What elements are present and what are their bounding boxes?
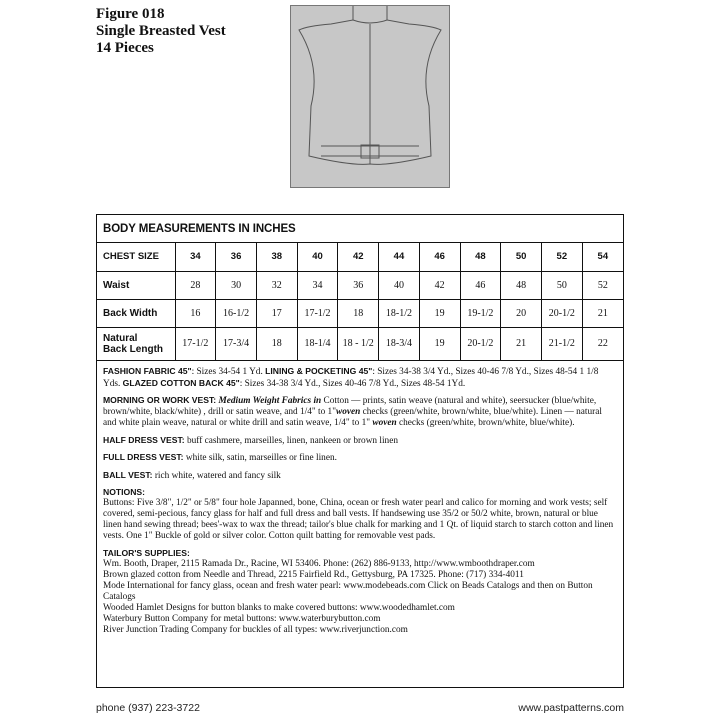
- lining-text: : Sizes 34-38 3/4 Yd., Sizes 40-46 7/8 Yd., Sizes 48-54 1 1/8 Yds.: [103, 366, 599, 389]
- table-cell: 46: [460, 271, 501, 299]
- supplier-line: Mode International for fancy glass, ocean and fresh water pearl: www.modebeads.com Click on Beads Catalogs and then on Button Catalogs: [103, 580, 593, 602]
- row-label: [97, 327, 175, 360]
- size-cell: 54: [582, 243, 623, 271]
- size-cell: 50: [501, 243, 542, 271]
- table-cell: 18-1/2: [379, 299, 420, 327]
- size-cell: 34: [175, 243, 216, 271]
- woven-emphasis-1: woven: [336, 407, 361, 417]
- row-label: CHEST SIZE: [97, 243, 175, 271]
- table-row-back-width: [97, 299, 623, 327]
- fashion-fabric-label: FASHION FABRIC 45": [103, 365, 192, 376]
- table-cell: 18-3/4: [379, 327, 420, 360]
- table-cell: 21: [501, 327, 542, 360]
- table-cell: 18 - 1/2: [338, 327, 379, 360]
- vest-back-drawing: [291, 6, 449, 187]
- row-label-line-2: Back Length: [103, 343, 164, 355]
- table-cell: 17-1/2: [175, 327, 216, 360]
- table-cell: 20-1/2: [541, 299, 582, 327]
- fabric-yardage-paragraph: [103, 366, 617, 390]
- glazed-cotton-label: GLAZED COTTON BACK 45": [122, 377, 240, 388]
- table-cell: 48: [501, 271, 542, 299]
- table-cell: 17-1/2: [297, 299, 338, 327]
- size-cell: 48: [460, 243, 501, 271]
- full-dress-label: FULL DRESS VEST:: [103, 452, 184, 462]
- table-cell: 20-1/2: [460, 327, 501, 360]
- table-cell: 30: [216, 271, 257, 299]
- row-label: Back Width: [97, 299, 175, 327]
- table-cell: 50: [541, 271, 582, 299]
- notions-label: NOTIONS:: [103, 487, 146, 497]
- morning-vest-emphasis: Medium Weight Fabrics in: [218, 396, 322, 406]
- fabric-notes: [97, 361, 623, 636]
- glazed-cotton-text: : Sizes 34-38 3/4 Yd., Sizes 40-46 7/8 Yd., Sizes 48-54 1Yd.: [239, 378, 466, 389]
- table-cell: 19-1/2: [460, 299, 501, 327]
- table-heading: BODY MEASUREMENTS IN INCHES: [97, 215, 623, 243]
- half-dress-label: HALF DRESS VEST:: [103, 434, 185, 445]
- morning-vest-paragraph: [103, 395, 617, 429]
- supplier-line: River Junction Trading Company for buckles of all types: www.riverjunction.com: [103, 624, 408, 635]
- table-cell: 18-1/4: [297, 327, 338, 360]
- vest-back-illustration: [290, 5, 450, 188]
- body-measurements-table: [97, 243, 623, 361]
- suppliers-label: TAILOR'S SUPPLIES:: [103, 547, 190, 558]
- half-dress-paragraph: [103, 435, 617, 447]
- table-cell: 28: [175, 271, 216, 299]
- lining-label: LINING & POCKETING 45": [265, 365, 373, 376]
- table-cell: 18: [338, 299, 379, 327]
- table-cell: 22: [582, 327, 623, 360]
- piece-count: 14 Pieces: [96, 40, 154, 56]
- suppliers-paragraph: [103, 548, 617, 636]
- notions-paragraph: [103, 487, 617, 542]
- table-cell: 21: [582, 299, 623, 327]
- figure-number: Figure 018: [96, 6, 165, 22]
- table-row-back-length: [97, 327, 623, 360]
- table-cell: 42: [419, 271, 460, 299]
- footer-website: www.pastpatterns.com: [518, 702, 624, 714]
- table-cell: 36: [338, 271, 379, 299]
- fashion-fabric-text: : Sizes 34-54 1 Yd.: [191, 366, 263, 377]
- morning-vest-text-1: Cotton — prints, satin weave (natural and white), seersucker (blue/white, brown/white, black/white) , drill or satin weave, and 1/4" to 1": [103, 396, 597, 417]
- pattern-info-sheet: [96, 214, 624, 688]
- row-label-line-1: Natural: [103, 332, 138, 344]
- size-cell: 44: [379, 243, 420, 271]
- row-label: Waist: [97, 271, 175, 299]
- woven-emphasis-2: woven: [372, 418, 397, 428]
- supplier-line: Brown glazed cotton from Needle and Thread, 2215 Fairfield Rd., Gettysburg, PA 17325. Phone: (717) 334-4011: [103, 569, 524, 580]
- figure-title-block: [96, 6, 226, 57]
- size-cell: 42: [338, 243, 379, 271]
- ball-vest-label: BALL VEST:: [103, 469, 153, 480]
- garment-name: Single Breasted Vest: [96, 23, 226, 39]
- table-row-chest-size: [97, 243, 623, 271]
- footer-phone: phone (937) 223-3722: [96, 702, 200, 714]
- notions-text: Buttons: Five 3/8", 1/2" or 5/8" four hole Japanned, bone, China, ocean or fresh water pearl and calico for morning and work vests; self covered, semi-pecious, fancy glass for half and full dress and ball vests. If handsewing use 35/2 or 50/2 white, brown, natural or blue linen hand sewing thread; bees'-wax to wax the thread; tailor's blue chalk for marking and 1 Qt. of liquid starch to starch cotton and linen vests. One 1" Buckle of gold or silver color. Cotton quilt batting for removable vest pads.: [103, 498, 614, 541]
- table-cell: 40: [379, 271, 420, 299]
- full-dress-paragraph: [103, 452, 617, 464]
- morning-vest-label: MORNING OR WORK VEST:: [103, 395, 217, 405]
- vest-collar-line: [353, 6, 387, 23]
- ball-vest-text: rich white, watered and fancy silk: [152, 470, 281, 481]
- size-cell: 46: [419, 243, 460, 271]
- table-cell: 19: [419, 299, 460, 327]
- size-cell: 36: [216, 243, 257, 271]
- table-row-waist: [97, 271, 623, 299]
- full-dress-text: white silk, satin, marseilles or fine linen.: [183, 453, 337, 463]
- half-dress-text: buff cashmere, marseilles, linen, nankeen or brown linen: [184, 435, 398, 446]
- supplier-line: Wooded Hamlet Designs for button blanks to make covered buttons: www.woodedhamlet.com: [103, 602, 455, 613]
- table-cell: 20: [501, 299, 542, 327]
- table-cell: 18: [256, 327, 297, 360]
- table-cell: 16: [175, 299, 216, 327]
- table-cell: 17-3/4: [216, 327, 257, 360]
- supplier-line: Wm. Booth, Draper, 2115 Ramada Dr., Racine, WI 53406. Phone: (262) 886-9133, http://www.wmboothdraper.com: [103, 558, 535, 569]
- table-cell: 16-1/2: [216, 299, 257, 327]
- morning-vest-text-3: checks (green/white, brown/white, blue/white).: [396, 418, 575, 428]
- supplier-line: Waterbury Button Company for metal buttons: www.waterburybutton.com: [103, 613, 381, 624]
- table-cell: 34: [297, 271, 338, 299]
- ball-vest-paragraph: [103, 470, 617, 482]
- size-cell: 38: [256, 243, 297, 271]
- table-cell: 17: [256, 299, 297, 327]
- table-cell: 32: [256, 271, 297, 299]
- size-cell: 52: [541, 243, 582, 271]
- morning-vest-text-2: checks (green/white, brown/white, blue/white). Linen — natural and white plain weave, natural or white drill and satin weave, 1/4" to 1": [103, 407, 602, 428]
- size-cell: 40: [297, 243, 338, 271]
- table-cell: 52: [582, 271, 623, 299]
- table-cell: 19: [419, 327, 460, 360]
- table-cell: 21-1/2: [541, 327, 582, 360]
